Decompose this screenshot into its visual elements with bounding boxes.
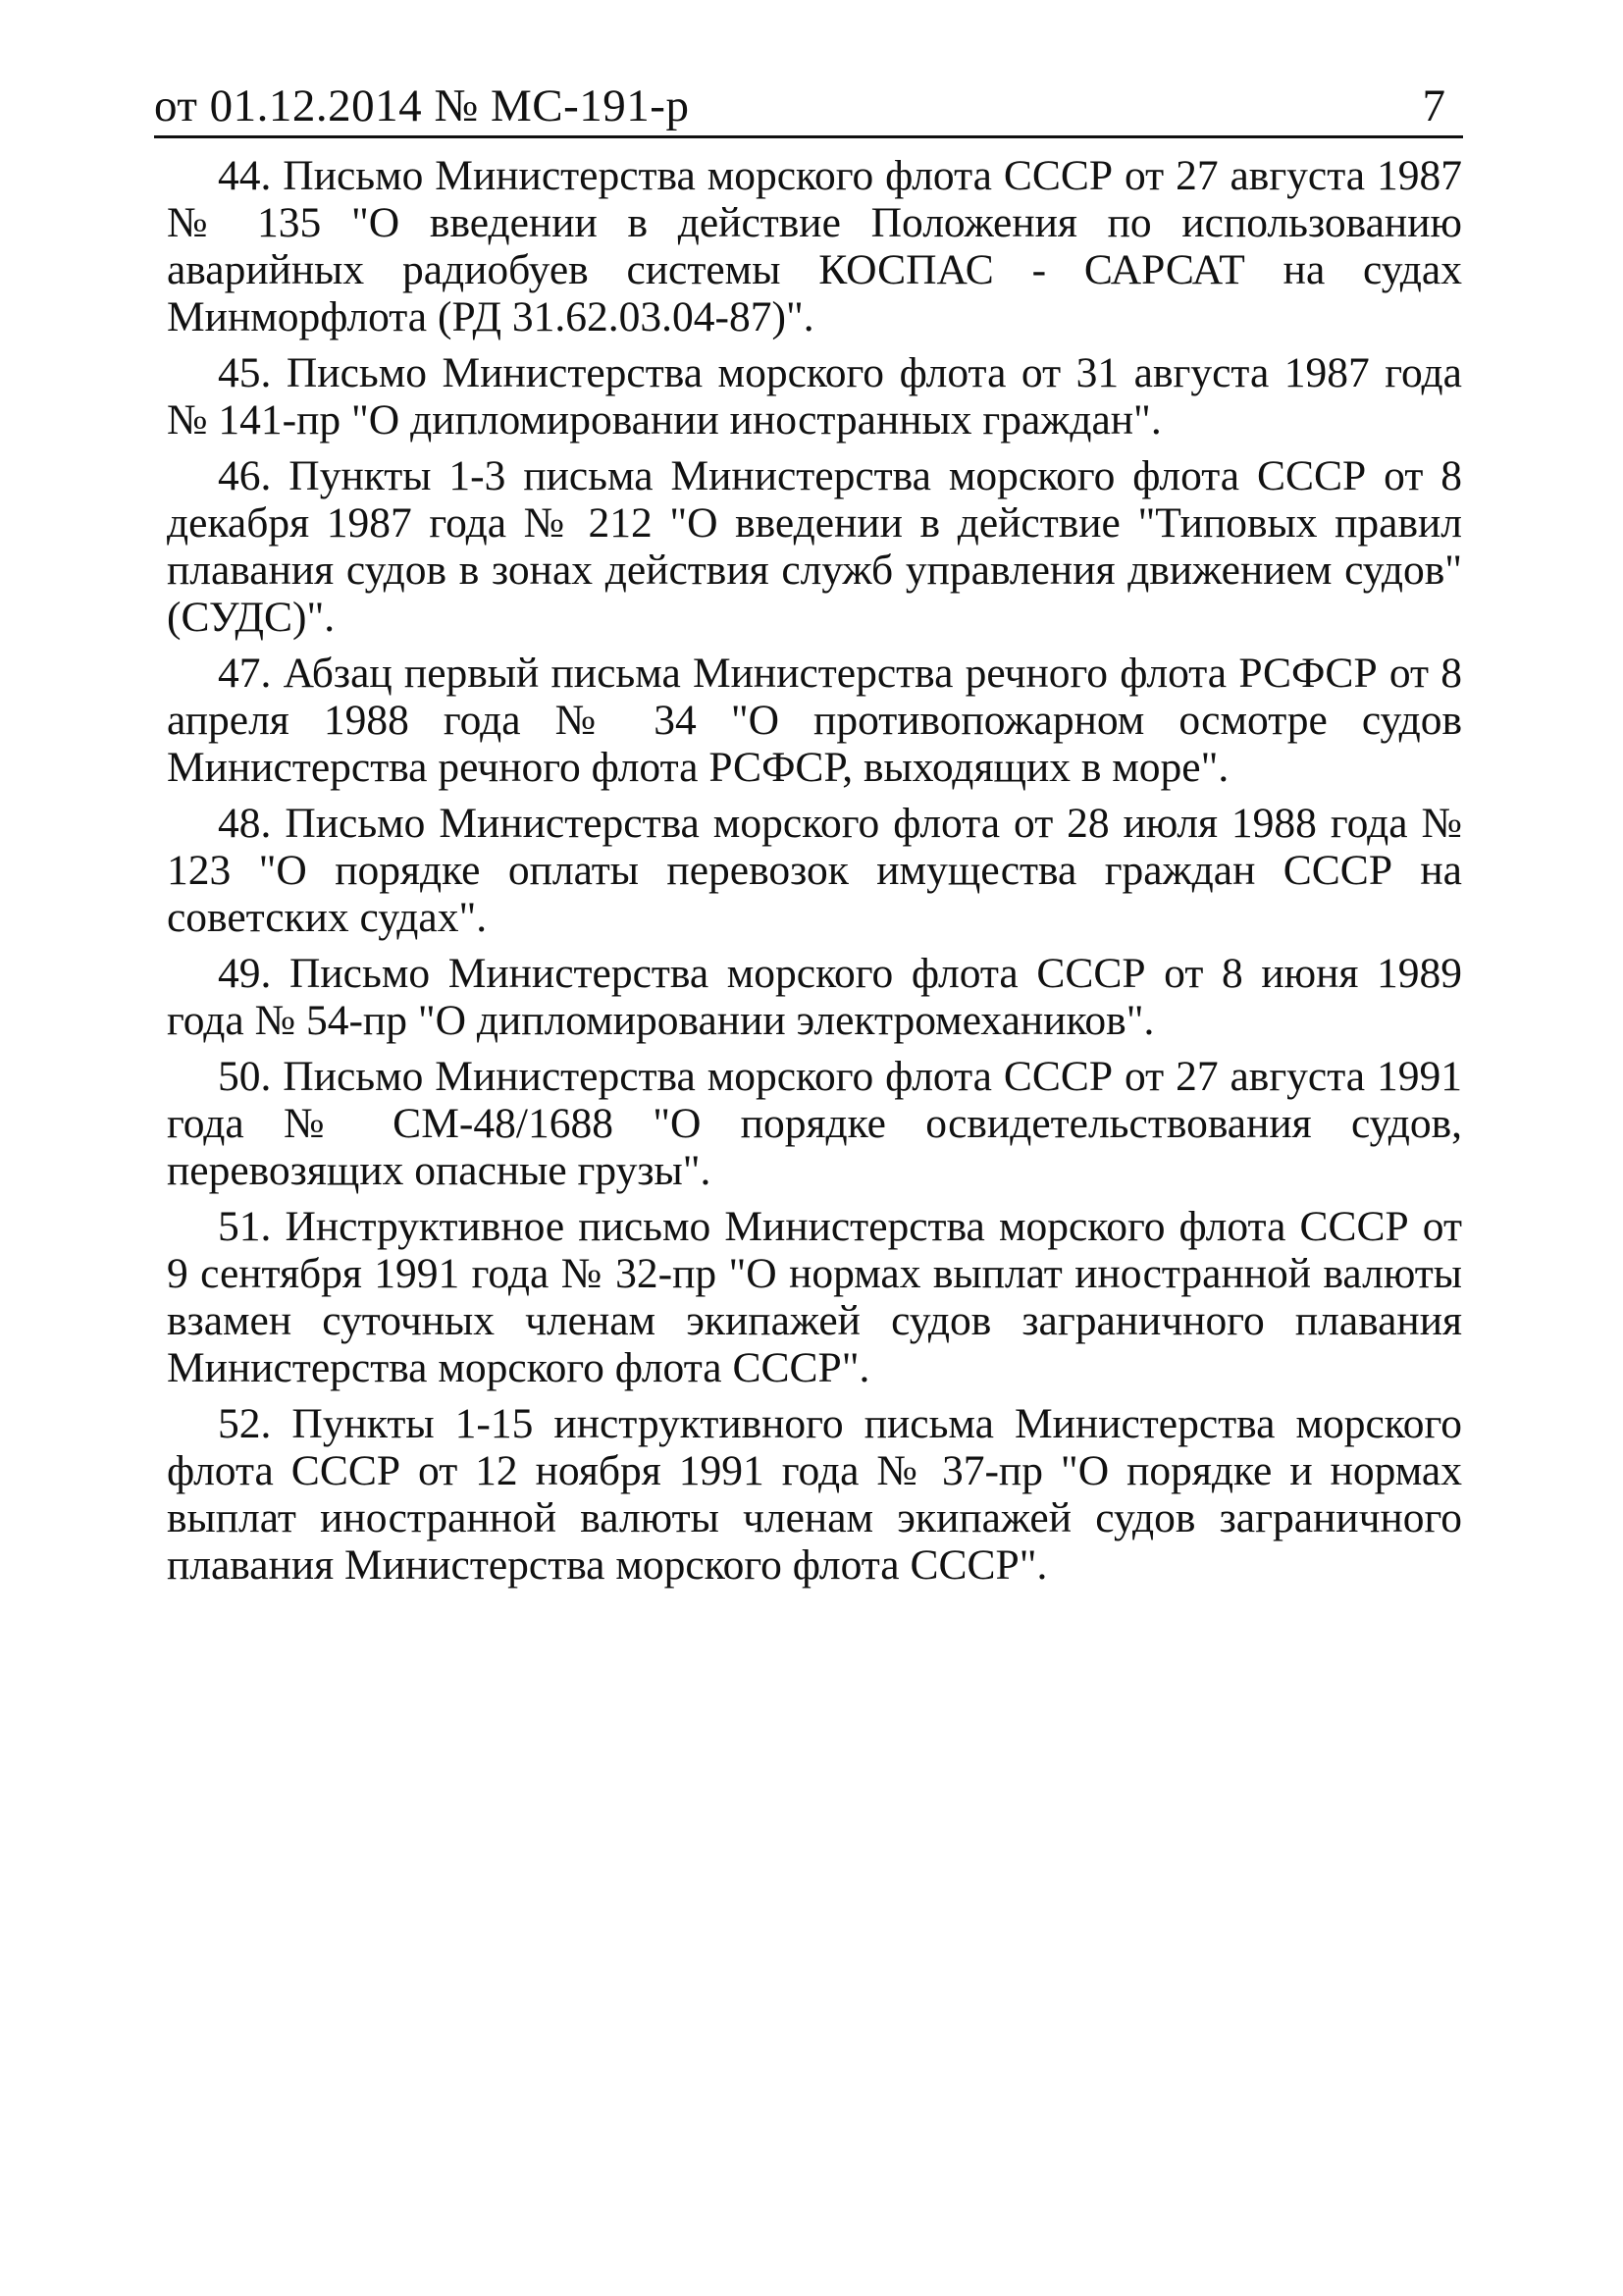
page-header [154,75,1463,138]
list-item-47: 47. Абзац первый письма Министерства речного флота РСФСР от 8 апреля 1988 года № 34 "О противопожарном осмотре судов Министерства речного флота РСФСР, выходящих в море". [167,650,1462,791]
document-body [167,152,1462,1597]
list-item-50: 50. Письмо Министерства морского флота СССР от 27 августа 1991 года № СМ-48/1688 "О порядке освидетельствования судов, перевозящих опасные грузы". [167,1053,1462,1194]
list-item-46: 46. Пункты 1-3 письма Министерства морского флота СССР от 8 декабря 1987 года № 212 "О введении в действие "Типовых правил плавания судов в зонах действия служб управления движением судов" (СУДС)". [167,452,1462,641]
list-item-48: 48. Письмо Министерства морского флота от 28 июля 1988 года № 123 "О порядке оплаты перевозок имущества граждан СССР на советских судах". [167,800,1462,941]
list-item-51: 51. Инструктивное письмо Министерства морского флота СССР от 9 сентября 1991 года № 32-пр "О нормах выплат иностранной валюты взамен суточных членам экипажей судов заграничного плавания Министерства морского флота СССР". [167,1203,1462,1391]
list-item-52: 52. Пункты 1-15 инструктивного письма Министерства морского флота СССР от 12 ноября 1991 года № 37-пр "О порядке и нормах выплат иностранной валюты членам экипажей судов заграничного плавания Министерства морского флота СССР". [167,1400,1462,1589]
document-reference: от 01.12.2014 № МС-191-р [154,80,690,131]
list-item-49: 49. Письмо Министерства морского флота СССР от 8 июня 1989 года № 54-пр "О дипломировании электромехаников". [167,950,1462,1044]
page-number: 7 [1422,80,1445,131]
list-item-44: 44. Письмо Министерства морского флота СССР от 27 августа 1987 № 135 "О введении в действие Положения по использованию аварийных радиобуев системы КОСПАС - САРСАТ на судах Минморфлота (РД 31.62.03.04-87)". [167,152,1462,340]
list-item-45: 45. Письмо Министерства морского флота от 31 августа 1987 года № 141-пр "О дипломировании иностранных граждан". [167,349,1462,444]
